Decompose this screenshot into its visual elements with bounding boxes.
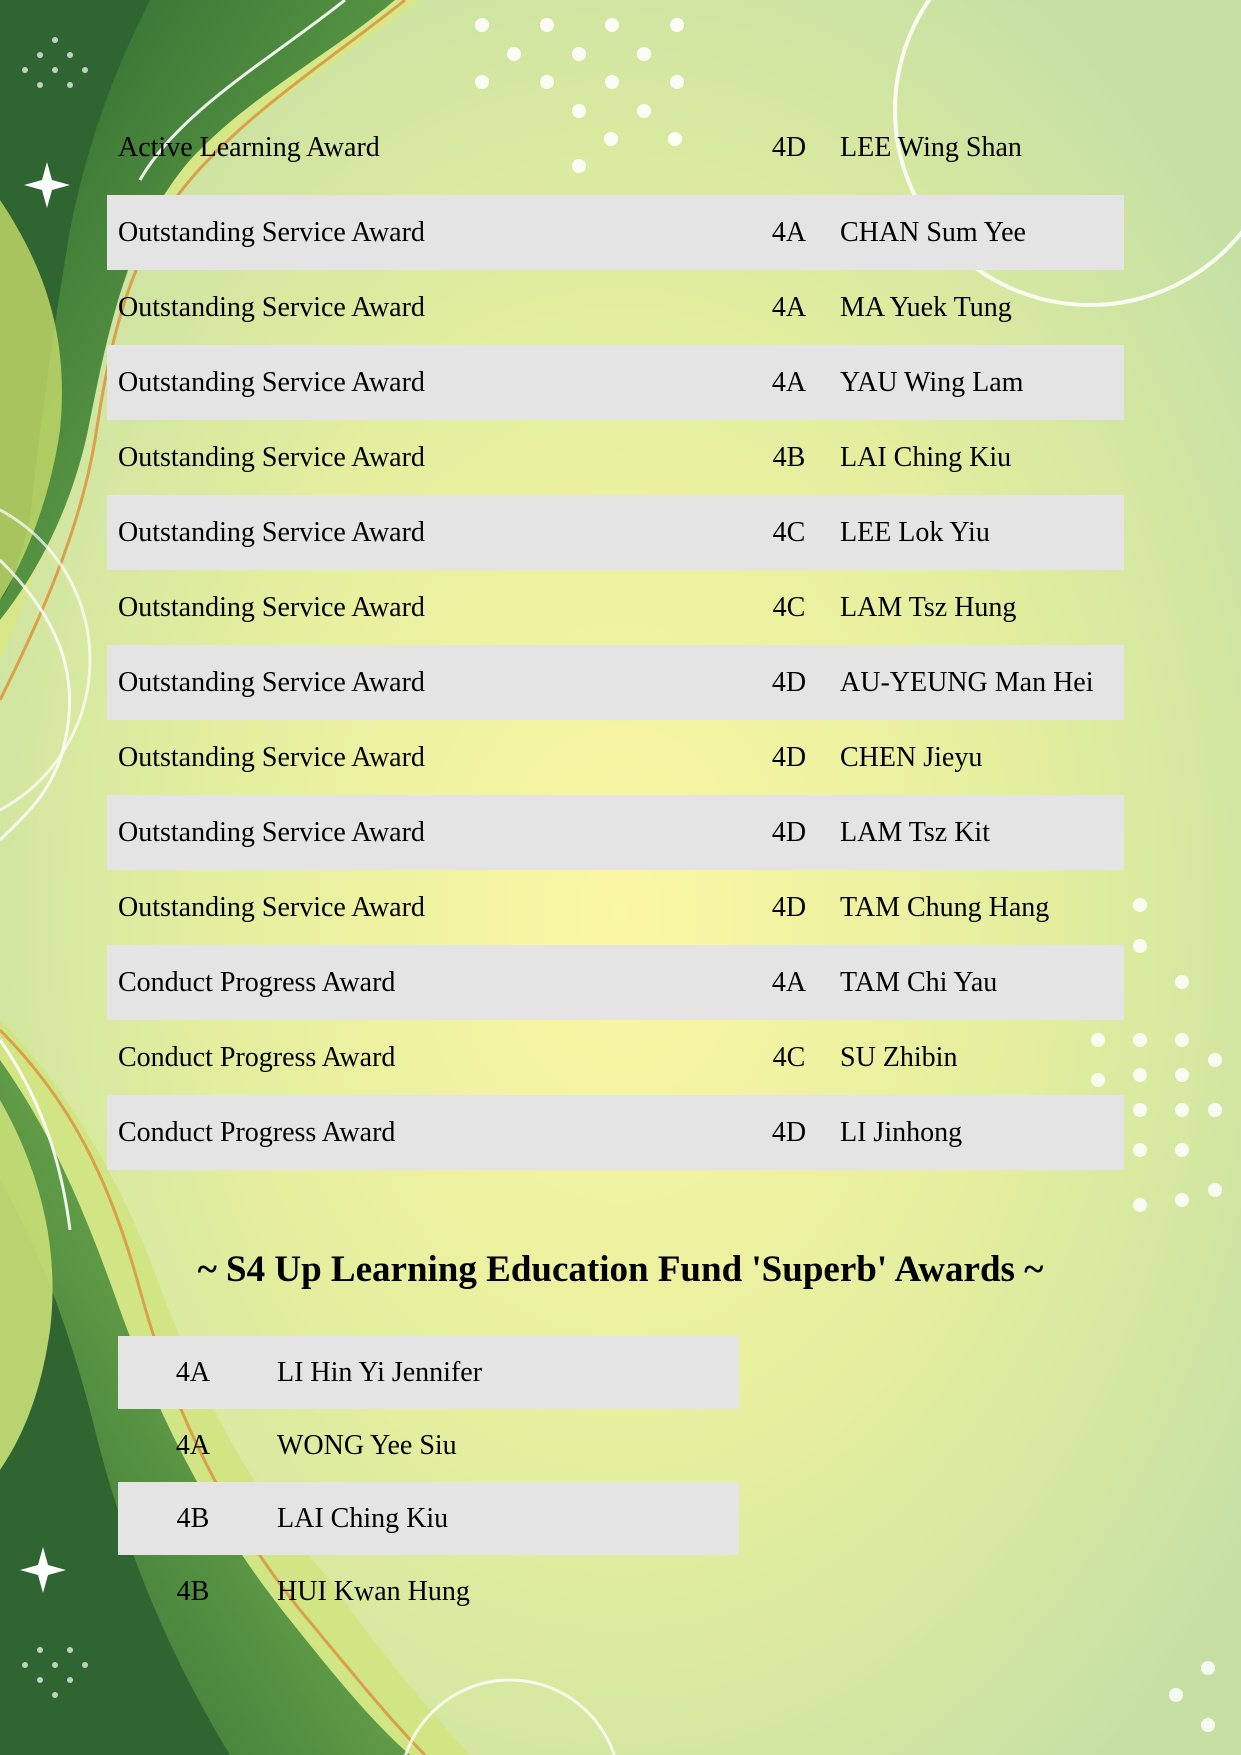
award-row: [107, 270, 1124, 345]
student-name: TAM Chi Yau: [840, 967, 998, 998]
class-label: 4D: [771, 817, 807, 848]
award-row: [107, 720, 1124, 795]
award-name: Outstanding Service Award: [118, 217, 425, 248]
student-name: AU-YEUNG Man Hei: [840, 667, 1094, 698]
superb-awards-table: [118, 1336, 739, 1628]
superb-row: [118, 1482, 739, 1555]
award-name: Outstanding Service Award: [118, 517, 425, 548]
student-name: HUI Kwan Hung: [277, 1576, 470, 1607]
class-label: 4D: [771, 1117, 807, 1148]
student-name: YAU Wing Lam: [840, 367, 1024, 398]
student-name: WONG Yee Siu: [277, 1430, 457, 1461]
award-name: Active Learning Award: [118, 132, 380, 163]
class-label: 4C: [772, 1042, 806, 1073]
class-label: 4B: [176, 1503, 210, 1534]
superb-row: [118, 1336, 739, 1409]
award-row: [107, 1095, 1124, 1170]
student-name: LAI Ching Kiu: [277, 1503, 449, 1534]
student-name: LEE Lok Yiu: [840, 517, 990, 548]
award-row: [107, 870, 1124, 945]
student-name: LI Jinhong: [840, 1117, 963, 1148]
award-name: Outstanding Service Award: [118, 817, 425, 848]
award-name: Outstanding Service Award: [118, 367, 425, 398]
award-row: [107, 495, 1124, 570]
award-row: [107, 945, 1124, 1020]
class-label: 4A: [771, 217, 807, 248]
student-name: LEE Wing Shan: [840, 132, 1022, 163]
student-name: LAM Tsz Hung: [840, 592, 1017, 623]
student-name: SU Zhibin: [840, 1042, 958, 1073]
student-name: LI Hin Yi Jennifer: [277, 1357, 483, 1388]
award-name: Outstanding Service Award: [118, 292, 425, 323]
class-label: 4A: [771, 367, 807, 398]
award-row: [107, 420, 1124, 495]
class-label: 4A: [175, 1357, 211, 1388]
award-name: Outstanding Service Award: [118, 442, 425, 473]
class-label: 4C: [772, 592, 806, 623]
class-label: 4B: [176, 1576, 210, 1607]
award-name: Outstanding Service Award: [118, 892, 425, 923]
student-name: TAM Chung Hang: [840, 892, 1050, 923]
superb-awards-title: ~ S4 Up Learning Education Fund 'Superb' Awards ~: [197, 1249, 1044, 1290]
class-label: 4D: [771, 667, 807, 698]
awards-table: [107, 120, 1124, 1170]
award-row: [107, 345, 1124, 420]
superb-row: [118, 1555, 739, 1628]
student-name: LAM Tsz Kit: [840, 817, 990, 848]
award-row: [107, 645, 1124, 720]
class-label: 4C: [772, 517, 806, 548]
class-label: 4B: [772, 442, 806, 473]
award-name: Outstanding Service Award: [118, 592, 425, 623]
student-name: CHEN Jieyu: [840, 742, 983, 773]
award-row: [107, 795, 1124, 870]
class-label: 4D: [771, 742, 807, 773]
award-row: [107, 120, 1124, 195]
award-row: [107, 195, 1124, 270]
class-label: 4A: [771, 292, 807, 323]
class-label: 4D: [771, 132, 807, 163]
student-name: CHAN Sum Yee: [840, 217, 1026, 248]
award-row: [107, 1020, 1124, 1095]
award-name: Outstanding Service Award: [118, 667, 425, 698]
class-label: 4A: [175, 1430, 211, 1461]
class-label: 4A: [771, 967, 807, 998]
award-row: [107, 570, 1124, 645]
superb-row: [118, 1409, 739, 1482]
student-name: MA Yuek Tung: [840, 292, 1012, 323]
award-name: Conduct Progress Award: [118, 1117, 396, 1148]
class-label: 4D: [771, 892, 807, 923]
award-name: Conduct Progress Award: [118, 1042, 396, 1073]
student-name: LAI Ching Kiu: [840, 442, 1012, 473]
award-name: Outstanding Service Award: [118, 742, 425, 773]
award-name: Conduct Progress Award: [118, 967, 396, 998]
